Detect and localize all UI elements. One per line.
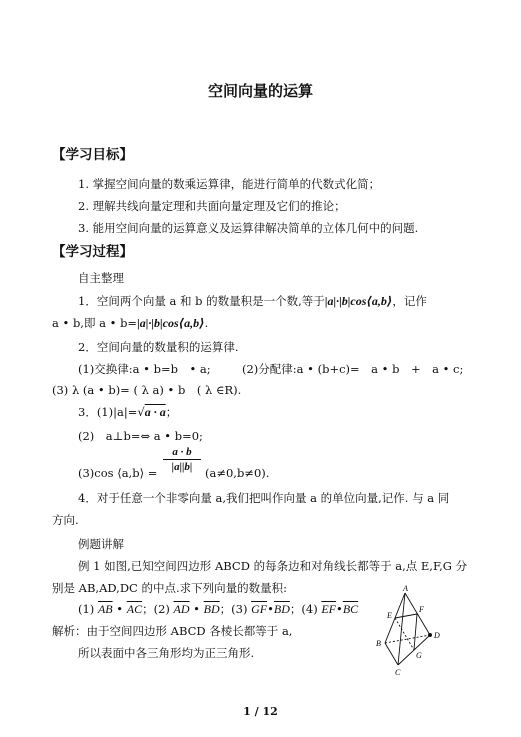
part3-label: ；(3) (219, 602, 248, 616)
segment-fg (414, 614, 417, 650)
example-heading: 例题讲解 (78, 537, 124, 551)
goal-item: 1. 掌握空间向量的数乘运算律，能进行简单的代数式化简； (78, 177, 381, 191)
vector-ad: $\overline{AD}$ (173, 602, 190, 616)
segment-eg (395, 618, 414, 650)
law-commutative: (1)交换律:a • b=b • a; (78, 362, 211, 376)
item1-line2 (52, 315, 208, 331)
vector-bd-2: $\overline{BD}$ (273, 602, 290, 616)
vector-gf: $\overline{GF}$ (251, 602, 268, 616)
vector-bc: $\overline{BC}$ (342, 602, 359, 616)
item3-2: (2) a⊥b=⇔ a • b=0; (78, 429, 203, 443)
edge-bc (385, 643, 398, 665)
example1-line1: 例 1 如图,已知空间四边形 ABCD 的每条边和对角线长都等于 a,点 E,F,G 分 (78, 559, 468, 573)
solution-line2: 所以表面中各三角形均为正三角形. (78, 646, 255, 660)
segment-ef (395, 614, 417, 618)
fraction-bar (163, 459, 201, 460)
goal-item: 2. 理解共线向量定理和共面向量定理及它们的推论； (78, 199, 346, 213)
item1-formula: |a|·|b|cos⟨a,b⟩ (324, 294, 393, 308)
item1-line1 (78, 293, 427, 309)
fraction-denominator: |a||b| (171, 461, 193, 473)
item3-1-text: 3．(1)|a|= (78, 405, 138, 419)
self-study-label: 自主整理 (78, 271, 124, 285)
solution-line1: 解析：由于空间四边形 ABCD 各棱长都等于 a, (52, 624, 293, 638)
sqrt-sign: √ (137, 405, 145, 419)
tetrahedron-figure (372, 585, 444, 680)
item2: 2．空间向量的数量积的运算律. (78, 340, 239, 354)
page-title: 空间向量的运算 (207, 82, 313, 100)
example1-line2: 别是 AB,AD,DC 的中点.求下列向量的数量积: (52, 581, 288, 595)
item1-end: . (204, 316, 209, 330)
process-heading: 【学习过程】 (52, 244, 133, 260)
item3-1 (78, 404, 177, 420)
label-c: C (395, 668, 401, 677)
item1-text: 1．空间两个向量 a 和 b 的数量积是一个数,等于 (78, 294, 325, 308)
item1-text-b: ，记作 (392, 294, 427, 308)
point-d (428, 633, 432, 637)
goal-item: 3. 能用空间向量的运算意义及运算律解决简单的立体几何中的问题. (78, 221, 419, 235)
item1-formula-repeat: |a|·|b|cos⟨a,b⟩ (137, 316, 205, 330)
item4-line2: 方向. (52, 513, 79, 527)
vector-ef: $\overline{EF}$ (321, 602, 337, 616)
label-d: D (434, 631, 440, 640)
part1-label: (1) (78, 602, 95, 616)
vector-ab: $\overline{AB}$ (97, 602, 113, 616)
cos-fraction (163, 446, 201, 473)
vector-bd: $\overline{BD}$ (203, 602, 220, 616)
fraction-numerator: a · b (172, 446, 192, 458)
label-b: B (376, 639, 381, 648)
label-f: F (419, 605, 424, 614)
page-number: 1 / 12 (243, 705, 278, 718)
item4-line1: 4．对于任意一个非零向量 a,我们把叫作向量 a 的单位向量,记作. 与 a 同 (78, 491, 450, 505)
part4-label: ；(4) (289, 602, 318, 616)
goals-heading: 【学习目标】 (52, 147, 133, 163)
label-e: E (387, 611, 392, 620)
vector-ac: $\overline{AC}$ (126, 602, 143, 616)
example1-parts: (1) $\overline{AB}$ • $\overline{AC}$；(2) $\overline{AD}$ • $\overline{BD}$；(3) $\overline{GF}•\overline{BD}$；(4) $\overline{EF}•\overline{BC}$ (78, 602, 359, 616)
law-distributive: (2)分配律:a • (b+c)= a • b + a • c; (242, 362, 464, 376)
law-associative: (3) λ (a • b)= ( λ a) • b ( λ ∈R). (52, 383, 242, 397)
label-g: G (416, 651, 422, 660)
item1-text-c: a • b,即 a • b= (52, 316, 138, 330)
part2-label: ；(2) (142, 602, 170, 616)
item3-1-end: ； (165, 405, 178, 419)
item3-1-sqrt: a · a (144, 405, 166, 419)
item3-3-cond: (a≠0,b≠0). (205, 466, 270, 480)
edge-ad (405, 593, 430, 635)
label-a: A (403, 585, 408, 593)
item3-3-label: (3)cos ⟨a,b⟩ = (78, 466, 158, 480)
